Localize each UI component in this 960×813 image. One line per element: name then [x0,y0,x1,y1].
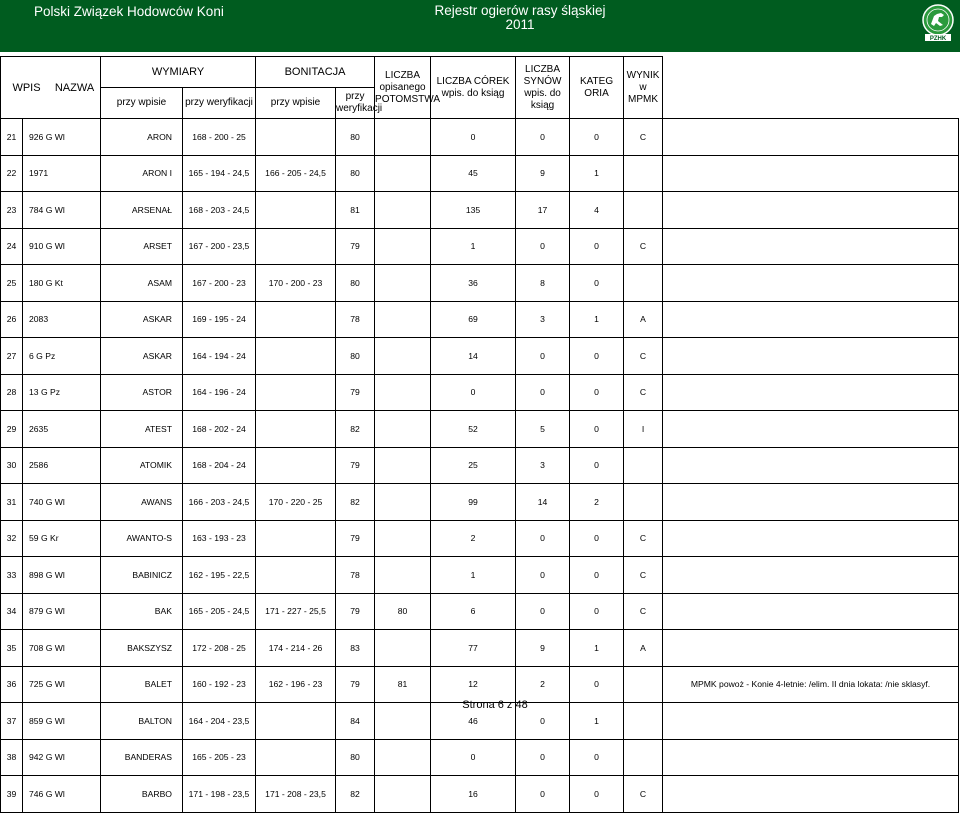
daughters-count: 8 [516,265,570,302]
measurements-at-entry: 169 - 195 - 24 [183,301,256,338]
measurements-at-entry: 166 - 203 - 24,5 [183,484,256,521]
measurements-at-entry: 167 - 200 - 23 [183,265,256,302]
sons-count: 0 [570,739,624,776]
offspring-count: 69 [431,301,516,338]
table-row [1,338,959,375]
wpis-cell: 6 G Pz [23,338,101,375]
table-row [1,411,959,448]
measurements-at-verification: 174 - 214 - 26 [256,630,336,667]
wpis-cell: 898 G Wl [23,557,101,594]
measurements-at-verification: 170 - 220 - 25 [256,484,336,521]
measurements-at-verification: 171 - 227 - 25,5 [256,593,336,630]
pzhk-logo-icon [920,4,956,42]
row-number: 22 [1,155,23,192]
offspring-count: 45 [431,155,516,192]
horse-name: BALET [101,666,183,703]
document-title [360,4,680,32]
horse-name: AWANS [101,484,183,521]
column-header-wymiary: WYMIARY [101,57,256,88]
wpis-cell: 708 G Wl [23,630,101,667]
sons-count: 0 [570,411,624,448]
rating-at-verification [375,301,431,338]
mpmk-result [663,703,959,740]
row-number: 28 [1,374,23,411]
measurements-at-verification: 162 - 196 - 23 [256,666,336,703]
horse-name: BABINICZ [101,557,183,594]
daughters-count: 3 [516,301,570,338]
page-number: Strona 6 z 48 [462,699,528,711]
measurements-at-entry: 168 - 203 - 24,5 [183,192,256,229]
category: C [624,228,663,265]
table-row [1,447,959,484]
category [624,739,663,776]
rating-at-verification [375,484,431,521]
measurements-at-entry: 165 - 205 - 23 [183,739,256,776]
sons-count: 0 [570,228,624,265]
rating-at-entry: 79 [336,228,375,265]
offspring-count: 6 [431,593,516,630]
row-number: 25 [1,265,23,302]
offspring-count: 77 [431,630,516,667]
wpis-cell: 725 G Wl [23,666,101,703]
measurements-at-verification [256,192,336,229]
horse-name: AWANTO-S [101,520,183,557]
column-header-nazwa: NAZWA [54,81,95,94]
category: A [624,301,663,338]
table-row [1,666,959,703]
title-line-2: 2011 [505,17,535,32]
rating-at-entry: 80 [336,119,375,156]
title-line-1: Rejestr ogierów rasy śląskiej [434,3,606,18]
measurements-at-verification [256,703,336,740]
rating-at-entry: 79 [336,593,375,630]
daughters-count: 0 [516,520,570,557]
sons-count: 0 [570,593,624,630]
measurements-at-verification [256,557,336,594]
horse-name: ASTOR [101,374,183,411]
sons-count: 1 [570,301,624,338]
mpmk-result [663,374,959,411]
row-number: 24 [1,228,23,265]
rating-at-verification [375,520,431,557]
row-number: 38 [1,739,23,776]
row-number: 26 [1,301,23,338]
rating-at-verification [375,192,431,229]
row-number: 39 [1,776,23,813]
measurements-at-entry: 162 - 195 - 22,5 [183,557,256,594]
mpmk-result [663,155,959,192]
rating-at-entry: 79 [336,374,375,411]
rating-at-entry: 83 [336,630,375,667]
table-row [1,484,959,521]
wpis-cell: 1971 [23,155,101,192]
rating-at-verification [375,338,431,375]
mpmk-result [663,739,959,776]
horse-name: ATOMIK [101,447,183,484]
rating-at-entry: 82 [336,484,375,521]
table-row [1,557,959,594]
horse-name: BALTON [101,703,183,740]
offspring-count: 14 [431,338,516,375]
rating-at-entry: 82 [336,776,375,813]
mpmk-result [663,520,959,557]
rating-at-verification [375,739,431,776]
horse-name: BANDERAS [101,739,183,776]
measurements-at-entry: 164 - 196 - 24 [183,374,256,411]
row-number: 34 [1,593,23,630]
measurements-at-entry: 165 - 194 - 24,5 [183,155,256,192]
horse-name: ATEST [101,411,183,448]
wpis-cell: 926 G Wl [23,119,101,156]
category: C [624,338,663,375]
measurements-at-entry: 163 - 193 - 23 [183,520,256,557]
column-header-potomstwa: LICZBA opisanego POTOMSTWA [375,57,431,119]
column-header-corek: LICZBA CÓREK wpis. do ksiąg [431,57,516,119]
category: C [624,374,663,411]
measurements-at-verification [256,374,336,411]
rating-at-verification [375,776,431,813]
rating-at-entry: 79 [336,520,375,557]
category [624,155,663,192]
measurements-at-entry: 167 - 200 - 23,5 [183,228,256,265]
category: I [624,411,663,448]
rating-at-entry: 80 [336,155,375,192]
wpis-cell: 180 G Kt [23,265,101,302]
mpmk-result [663,447,959,484]
measurements-at-verification [256,447,336,484]
measurements-at-entry: 172 - 208 - 25 [183,630,256,667]
measurements-at-entry: 168 - 204 - 24 [183,447,256,484]
table-row [1,265,959,302]
horse-name: ASKAR [101,301,183,338]
wpis-cell: 859 G Wl [23,703,101,740]
category: C [624,557,663,594]
daughters-count: 0 [516,557,570,594]
sons-count: 0 [570,776,624,813]
measurements-at-verification [256,338,336,375]
row-number: 21 [1,119,23,156]
rating-at-verification [375,447,431,484]
measurements-at-verification [256,228,336,265]
sons-count: 0 [570,520,624,557]
horse-name: ASAM [101,265,183,302]
offspring-count: 2 [431,520,516,557]
sons-count: 0 [570,338,624,375]
daughters-count: 9 [516,630,570,667]
daughters-count: 3 [516,447,570,484]
rating-at-entry: 80 [336,338,375,375]
sons-count: 0 [570,265,624,302]
table-row [1,739,959,776]
offspring-count: 12 [431,666,516,703]
measurements-at-verification: 170 - 200 - 23 [256,265,336,302]
horse-name: ARSET [101,228,183,265]
daughters-count: 0 [516,703,570,740]
wpis-cell: 942 G Wl [23,739,101,776]
row-number: 23 [1,192,23,229]
measurements-at-entry: 165 - 205 - 24,5 [183,593,256,630]
offspring-count: 52 [431,411,516,448]
offspring-count: 36 [431,265,516,302]
sons-count: 1 [570,630,624,667]
rating-at-verification [375,374,431,411]
organization-name: Polski Związek Hodowców Koni [34,4,224,19]
rating-at-entry: 80 [336,265,375,302]
rating-at-verification [375,119,431,156]
row-number: 33 [1,557,23,594]
header-bar [0,0,960,52]
row-number: 29 [1,411,23,448]
category [624,703,663,740]
sons-count: 0 [570,447,624,484]
rating-at-entry: 79 [336,447,375,484]
offspring-count: 1 [431,228,516,265]
mpmk-result: MPMK powoż - Konie 4-letnie: /elim. II dnia lokata: /nie sklasyf. [663,666,959,703]
offspring-count: 0 [431,739,516,776]
sons-count: 1 [570,703,624,740]
rating-at-verification [375,228,431,265]
mpmk-result [663,265,959,302]
daughters-count: 2 [516,666,570,703]
rating-at-verification [375,630,431,667]
column-header-kategoria: KATEG ORIA [570,57,624,119]
mpmk-result [663,119,959,156]
horse-name: ASKAR [101,338,183,375]
offspring-count: 0 [431,119,516,156]
row-number: 27 [1,338,23,375]
horse-name: BAK [101,593,183,630]
row-number: 32 [1,520,23,557]
offspring-count: 46 [431,703,516,740]
rating-at-verification: 80 [375,593,431,630]
rating-at-entry: 82 [336,411,375,448]
mpmk-result [663,630,959,667]
measurements-at-entry: 171 - 198 - 23,5 [183,776,256,813]
category: C [624,776,663,813]
daughters-count: 9 [516,155,570,192]
measurements-at-verification [256,520,336,557]
offspring-count: 135 [431,192,516,229]
wpis-cell: 910 G Wl [23,228,101,265]
column-header-wpis: WPIS NAZWA [1,57,101,119]
measurements-at-entry: 160 - 192 - 23 [183,666,256,703]
mpmk-result [663,411,959,448]
table-row [1,228,959,265]
measurements-at-verification [256,119,336,156]
table-row [1,374,959,411]
rating-at-entry: 79 [336,666,375,703]
row-number: 37 [1,703,23,740]
rating-at-entry: 78 [336,557,375,594]
row-number: 36 [1,666,23,703]
measurements-at-verification: 171 - 208 - 23,5 [256,776,336,813]
rating-at-verification [375,411,431,448]
wpis-cell: 746 G Wl [23,776,101,813]
daughters-count: 0 [516,119,570,156]
column-header-wymiary-weryfikacji: przy weryfikacji [183,88,256,119]
category: C [624,119,663,156]
row-number: 31 [1,484,23,521]
measurements-at-verification: 166 - 205 - 24,5 [256,155,336,192]
rating-at-entry: 84 [336,703,375,740]
column-header-bonitacja: BONITACJA [256,57,375,88]
row-number: 35 [1,630,23,667]
daughters-count: 0 [516,228,570,265]
daughters-count: 14 [516,484,570,521]
wpis-cell: 740 G Wl [23,484,101,521]
wpis-cell: 2083 [23,301,101,338]
daughters-count: 0 [516,739,570,776]
mpmk-result [663,192,959,229]
measurements-at-entry: 164 - 204 - 23,5 [183,703,256,740]
table-row [1,119,959,156]
table-row [1,630,959,667]
rating-at-verification: 81 [375,666,431,703]
rating-at-entry: 78 [336,301,375,338]
daughters-count: 5 [516,411,570,448]
daughters-count: 0 [516,593,570,630]
row-number: 30 [1,447,23,484]
category [624,447,663,484]
wpis-cell: 879 G Wl [23,593,101,630]
table-row [1,593,959,630]
sons-count: 0 [570,557,624,594]
table-row [1,520,959,557]
wpis-cell: 13 G Pz [23,374,101,411]
mpmk-result [663,484,959,521]
svg-text:PZHK: PZHK [929,35,947,42]
column-header-synow: LICZBA SYNÓW wpis. do ksiąg [516,57,570,119]
wpis-cell: 784 G Wl [23,192,101,229]
category: C [624,593,663,630]
mpmk-result [663,557,959,594]
horse-name: ARON [101,119,183,156]
offspring-count: 0 [431,374,516,411]
daughters-count: 0 [516,776,570,813]
sons-count: 0 [570,666,624,703]
rating-at-verification [375,265,431,302]
table-row [1,155,959,192]
horse-name: BARBO [101,776,183,813]
wpis-cell: 2635 [23,411,101,448]
offspring-count: 25 [431,447,516,484]
mpmk-result [663,338,959,375]
measurements-at-entry: 168 - 202 - 24 [183,411,256,448]
column-header-wymiary-wpisie: przy wpisie [101,88,183,119]
table-row [1,776,959,813]
offspring-count: 1 [431,557,516,594]
measurements-at-verification [256,411,336,448]
rating-at-entry: 81 [336,192,375,229]
mpmk-result [663,593,959,630]
measurements-at-entry: 164 - 194 - 24 [183,338,256,375]
sons-count: 0 [570,119,624,156]
category: A [624,630,663,667]
sons-count: 4 [570,192,624,229]
daughters-count: 17 [516,192,570,229]
wpis-cell: 2586 [23,447,101,484]
horse-name: ARSENAŁ [101,192,183,229]
wpis-cell: 59 G Kr [23,520,101,557]
mpmk-result [663,301,959,338]
category [624,265,663,302]
rating-at-entry: 80 [336,739,375,776]
daughters-count: 0 [516,374,570,411]
rating-at-verification [375,703,431,740]
column-header-bonitacja-weryfikacji: przy weryfikacji [336,88,375,119]
mpmk-result [663,228,959,265]
category [624,484,663,521]
sons-count: 2 [570,484,624,521]
horse-name: ARON I [101,155,183,192]
mpmk-result [663,776,959,813]
column-header-wynik: WYNIK w MPMK [624,57,663,119]
column-header-bonitacja-wpisie: przy wpisie [256,88,336,119]
sons-count: 1 [570,155,624,192]
category [624,666,663,703]
measurements-at-entry: 168 - 200 - 25 [183,119,256,156]
table-row [1,301,959,338]
table-row [1,192,959,229]
sons-count: 0 [570,374,624,411]
horse-name: BAKSZYSZ [101,630,183,667]
category [624,192,663,229]
category: C [624,520,663,557]
offspring-count: 99 [431,484,516,521]
offspring-count: 16 [431,776,516,813]
rating-at-verification [375,155,431,192]
daughters-count: 0 [516,338,570,375]
measurements-at-verification [256,301,336,338]
rating-at-verification [375,557,431,594]
measurements-at-verification [256,739,336,776]
